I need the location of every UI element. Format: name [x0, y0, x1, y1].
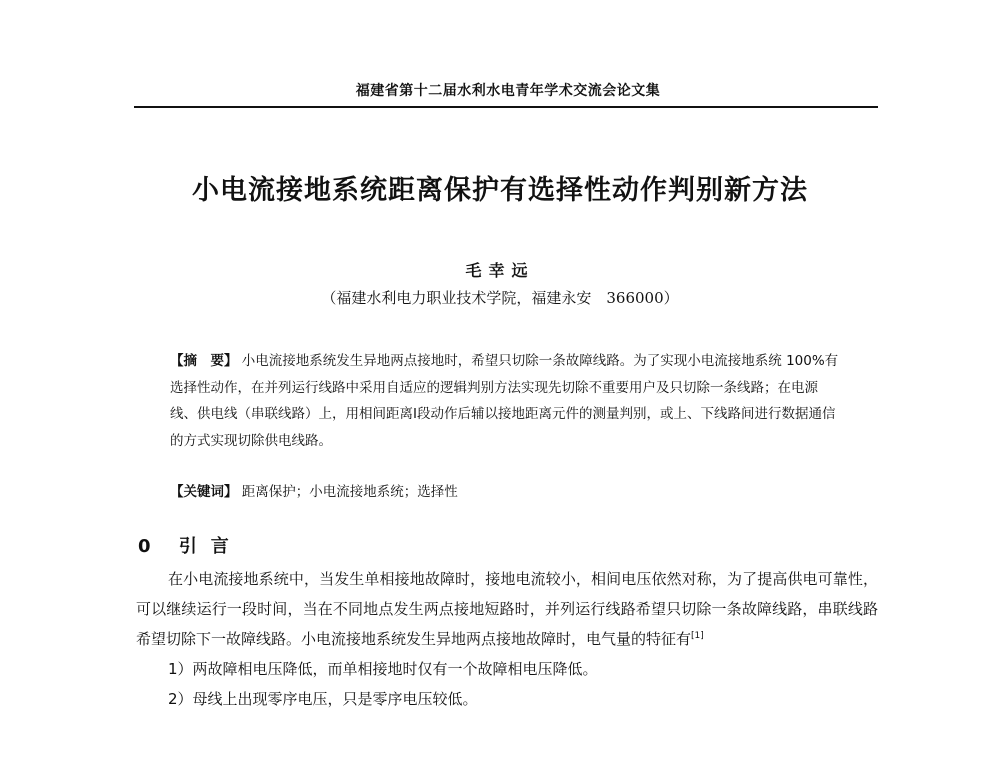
keywords — [170, 480, 842, 500]
citation-ref: [1] — [691, 631, 704, 641]
abstract-text: 小电流接地系统发生异地两点接地时，希望只切除一条故障线路。为了实现小电流接地系统 100%有选择性动作，在并列运行线路中采用自适应的逻辑判别方法实现先切除不重要用户及只切除一条线路；在电源线、供电线（串联线路）上，用相间距离Ⅰ段动作后辅以接地距离元件的测量判别，或上、下线路间进行数据通信的方式实现切除供电线路。 — [170, 353, 839, 449]
section-heading — [138, 532, 243, 558]
list-item: 1）两故障相电压降低，而单相接地时仅有一个故障相电压降低。 — [168, 660, 598, 678]
abstract-label: 【摘 要】 — [170, 353, 238, 369]
running-header: 福建省第十二届水利水电青年学术交流会论文集 — [355, 83, 661, 99]
body-text — [136, 564, 878, 714]
section-title: 引言 — [178, 536, 243, 557]
keywords-label: 【关键词】 — [170, 484, 238, 500]
section-number: 0 — [138, 536, 151, 557]
body-paragraph — [136, 564, 878, 654]
list-item: 2）母线上出现零序电压，只是零序电压较低。 — [168, 690, 478, 708]
author-affiliation: （福建水利电力职业技术学院，福建永安 366000） — [321, 289, 679, 307]
cut-off-text-line — [136, 752, 878, 762]
abstract — [170, 348, 842, 454]
keywords-text: 距离保护；小电流接地系统；选择性 — [241, 484, 458, 500]
header-rule — [134, 106, 878, 108]
paper-title: 小电流接地系统距离保护有选择性动作判别新方法 — [192, 175, 808, 206]
body-paragraph-text: 在小电流接地系统中，当发生单相接地故障时，接地电流较小，相间电压依然对称，为了提高供电可靠性，可以继续运行一段时间，当在不同地点发生两点接地短路时，并列运行线路希望只切除一条故障线路，串联线路希望切除下一故障线路。小电流接地系统发生异地两点接地故障时，电气量的特征有 — [136, 570, 878, 648]
author-name: 毛幸远 — [465, 261, 535, 280]
